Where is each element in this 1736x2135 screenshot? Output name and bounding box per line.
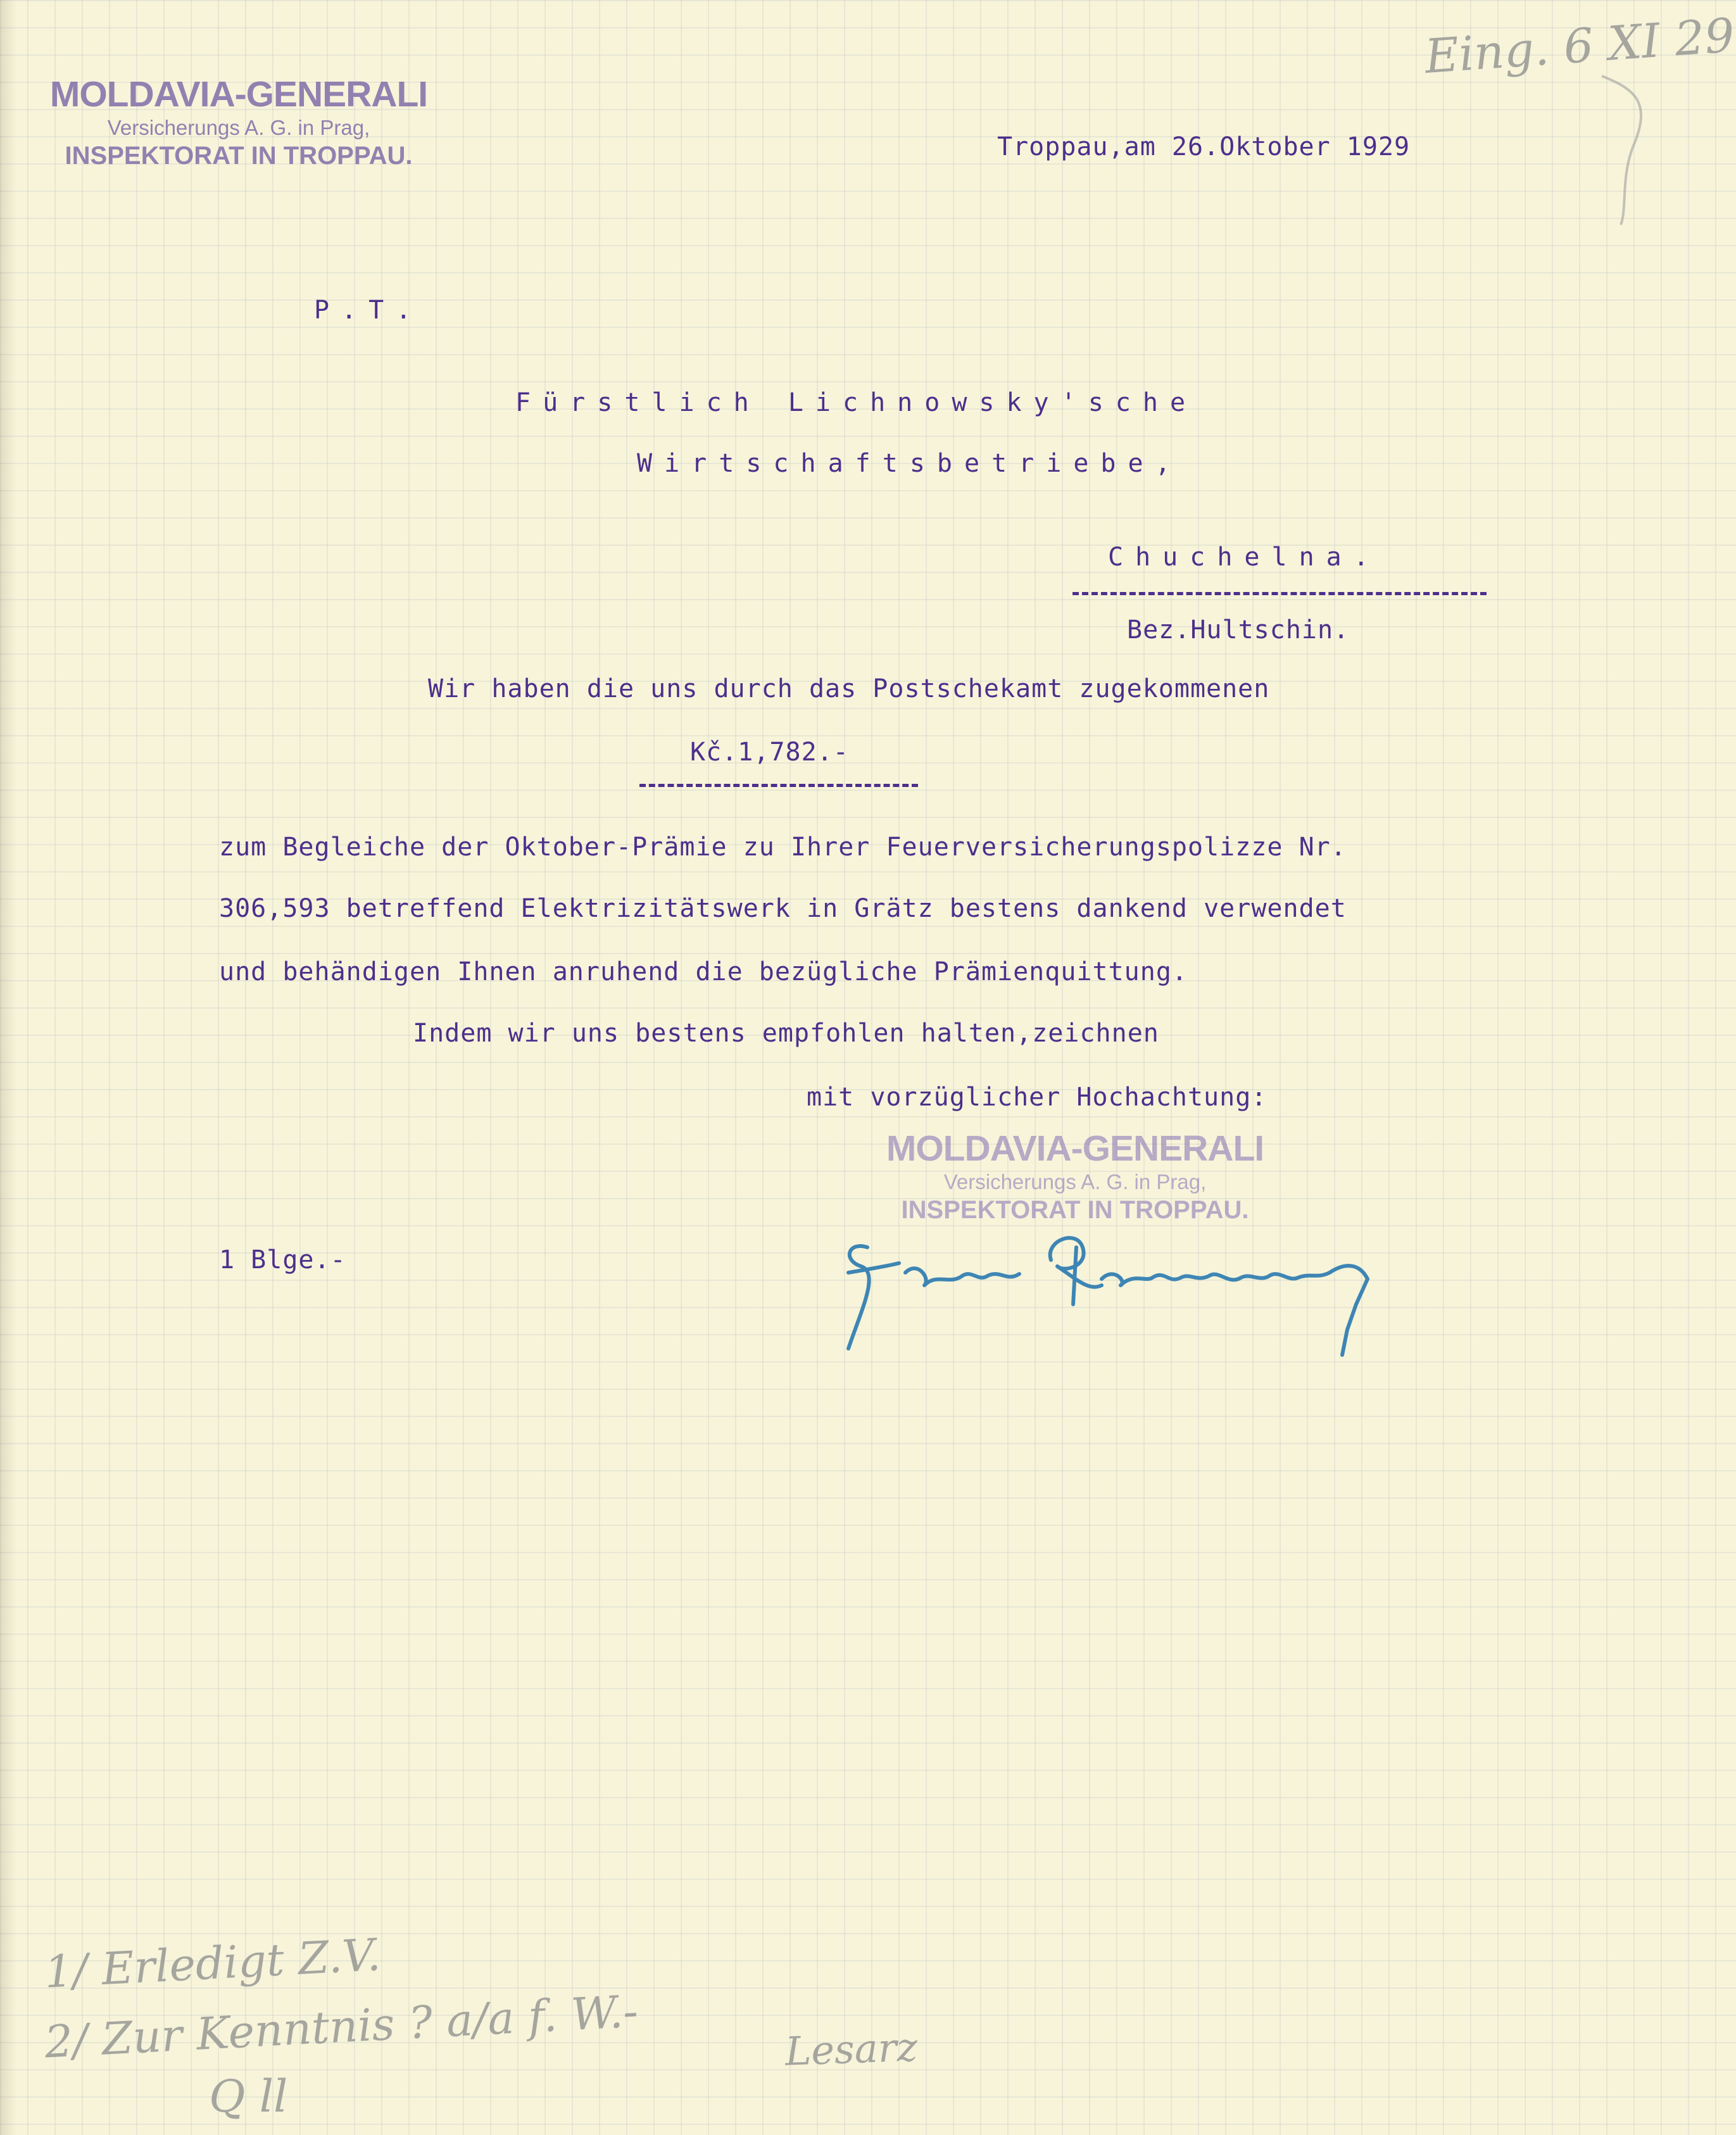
body-line4: und behändigen Ihnen anruhend die bezügliche Prämienquittung. bbox=[219, 957, 1188, 986]
pencil-note-line1: 1/ Erledigt Z.V. bbox=[43, 1929, 382, 1998]
recipient-line2: Wirtschaftsbetriebe, bbox=[637, 449, 1183, 478]
letterhead-line2: Versicherungs A. G. in Prag, bbox=[107, 115, 370, 139]
pencil-note-line3: Q ll bbox=[209, 2070, 288, 2122]
letterhead-line3: INSPEKTORAT IN TROPPAU. bbox=[65, 141, 413, 170]
signature-stamp-line3: INSPEKTORAT IN TROPPAU. bbox=[901, 1195, 1249, 1224]
letterhead-stamp bbox=[46, 75, 432, 171]
signature-stamp-company: MOLDAVIA-GENERALI bbox=[886, 1128, 1264, 1169]
pencil-note-line2: 2/ Zur Kenntnis ? a/a f. W.- bbox=[43, 1985, 639, 2069]
amount-underline bbox=[639, 784, 918, 787]
letterhead-company: MOLDAVIA-GENERALI bbox=[49, 74, 428, 115]
recipient-line4: Bez.Hultschin. bbox=[1127, 615, 1350, 645]
salutation: P.T. bbox=[314, 296, 424, 325]
recipient-line3: Chuchelna. bbox=[1108, 543, 1381, 572]
handwritten-signature bbox=[823, 1203, 1393, 1368]
pencil-initials: Lesarz bbox=[784, 2024, 919, 2075]
pencil-mark-icon bbox=[1583, 0, 1671, 228]
body-line5: Indem wir uns bestens empfohlen halten,zeichnen bbox=[413, 1019, 1159, 1048]
enclosure-note: 1 Blge.- bbox=[219, 1245, 346, 1275]
paper-edge-shadow bbox=[0, 0, 16, 2135]
recipient-line1: Fürstlich Lichnowsky'sche bbox=[515, 388, 1198, 417]
body-line2: zum Begleiche der Oktober-Prämie zu Ihrer Feuerversicherungspolizze Nr. bbox=[219, 833, 1347, 862]
closing-phrase: mit vorzüglicher Hochachtung: bbox=[807, 1083, 1267, 1112]
amount: Kč.1,782.- bbox=[690, 738, 849, 767]
pencil-receipt-note: Eing. 6 XI 29 bbox=[1423, 8, 1736, 84]
place-date: Troppau,am 26.Oktober 1929 bbox=[997, 132, 1411, 161]
recipient-underline bbox=[1072, 592, 1487, 595]
body-line3: 306,593 betreffend Elektrizitätswerk in Grätz bestens dankend verwendet bbox=[219, 894, 1347, 923]
body-line1: Wir haben die uns durch das Postschekamt zugekommenen bbox=[428, 674, 1270, 703]
signature-stamp-line2: Versicherungs A. G. in Prag, bbox=[943, 1169, 1207, 1193]
